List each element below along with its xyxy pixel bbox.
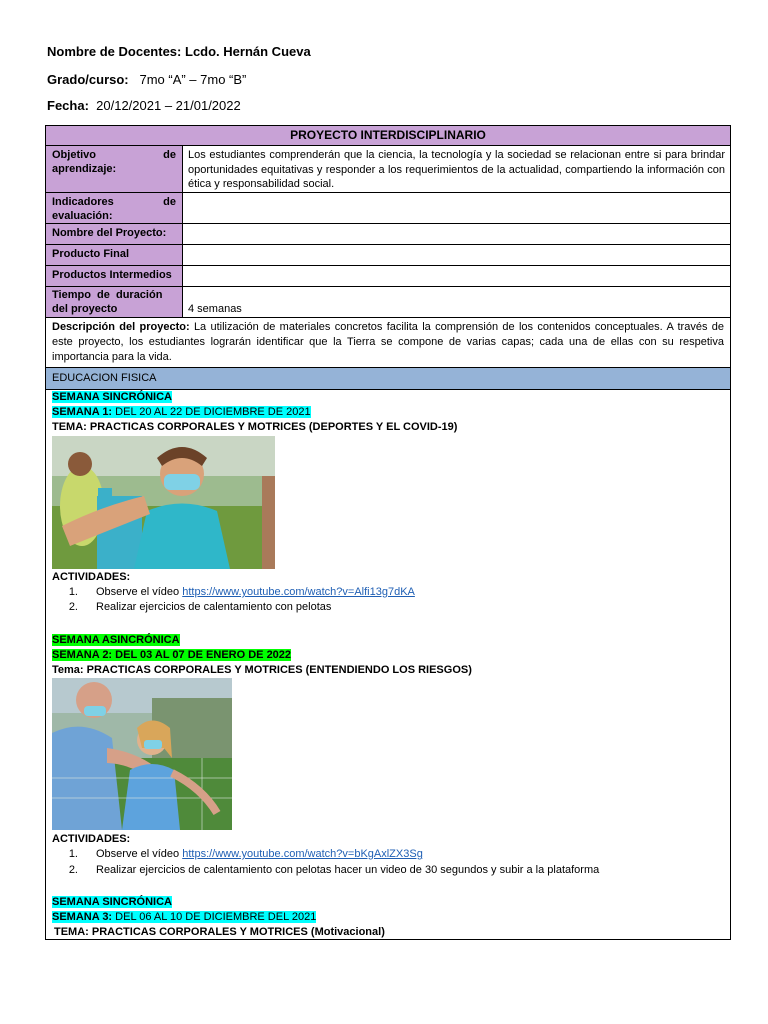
week1-mode-text: SEMANA SINCRÓNICA <box>52 391 172 403</box>
week1-video-link[interactable]: https://www.youtube.com/watch?v=Alfi13g7dKA <box>182 586 415 598</box>
week3-tema-emph: Motivacional <box>314 926 382 938</box>
section-title: EDUCACION FISICA <box>52 372 157 384</box>
objetivo-label-word3: aprendizaje: <box>52 163 117 175</box>
week2-item1-num: 1. <box>68 848 78 860</box>
row-indicadores <box>46 193 730 224</box>
nombre-label: Nombre del Proyecto: <box>46 224 183 244</box>
week2-tema: Tema: PRACTICAS CORPORALES Y MOTRICES (ENTENDIENDO LOS RIESGOS) <box>52 664 472 676</box>
tiempo-value <box>183 287 730 317</box>
week2-item2-text: Realizar ejercicios de calentamiento con pelotas hacer un video de 30 segundos y subir a la plataforma <box>96 864 600 876</box>
week3-mode-text: SEMANA SINCRÓNICA <box>52 896 172 908</box>
week3-mode <box>52 895 172 909</box>
date-label: Fecha: <box>47 98 89 113</box>
week1-mode <box>52 390 172 404</box>
indicadores-label-word3: evaluación: <box>52 210 113 222</box>
teacher-label: Nombre de Docentes: <box>47 44 182 59</box>
objetivo-label-word1: Objetivo <box>52 149 97 161</box>
week2-item1-text: Observe el vídeo <box>96 848 183 860</box>
row-productos-intermedios <box>46 266 730 287</box>
teacher-value: Lcdo. Hernán Cueva <box>185 44 311 59</box>
table-title <box>46 126 730 146</box>
week2-item2 <box>52 863 599 877</box>
producto-final-label: Producto Final <box>46 245 183 265</box>
week3-tema-suffix: ) <box>381 926 385 938</box>
row-descripcion <box>46 318 730 368</box>
indicadores-label-word2: de <box>163 196 176 208</box>
date-line <box>47 98 241 113</box>
week1-actividades: ACTIVIDADES: <box>52 571 131 583</box>
grade-value: 7mo “A” – 7mo “B” <box>139 72 247 87</box>
date-value: 20/12/2021 – 21/01/2022 <box>96 98 241 113</box>
productos-intermedios-label: Productos Intermedios <box>46 266 183 286</box>
row-tiempo <box>46 287 730 318</box>
row-objetivo <box>46 146 730 193</box>
producto-final-value <box>183 245 730 265</box>
row-producto-final <box>46 245 730 266</box>
week2-actividades: ACTIVIDADES: <box>52 833 131 845</box>
project-table <box>45 125 731 940</box>
indicadores-label <box>46 193 183 223</box>
week2-item2-num: 2. <box>68 864 78 876</box>
objetivo-label-word2: de <box>163 149 176 161</box>
descripcion-value: La utilización de materiales concretos facilita la comprensión de los contenidos conceptuales. A través de este proyecto, los estudiantes lograrán identificar que la Tierra se compone de varias capas; cada una de ellas con su respetiva importancia para la vida. <box>52 321 724 363</box>
week2-video-link[interactable]: https://www.youtube.com/watch?v=bKgAxlZX3Sg <box>182 848 423 860</box>
week1-heading <box>52 405 311 419</box>
table-title-text: PROYECTO INTERDISCIPLINARIO <box>290 128 486 142</box>
objetivo-value: Los estudiantes comprenderán que la ciencia, la tecnología y la sociedad se relacionan entre si para brindar oportunidades equitativas y responder a los requerimientos de la actualidad, compartiendo la información con ética y responsabilidad social. <box>188 149 725 190</box>
week1-item1 <box>52 585 415 599</box>
teacher-name-line <box>47 44 311 59</box>
week2-dates: DEL 03 AL 07 DE ENERO DE 2022 <box>112 649 292 661</box>
section-educacion-fisica <box>46 368 730 390</box>
week3-label: SEMANA 3: <box>52 911 113 923</box>
row-nombre <box>46 224 730 245</box>
week2-mode-text: SEMANA ASINCRÓNICA <box>52 634 180 646</box>
week2-mode <box>52 633 180 647</box>
week1-item2 <box>52 600 331 614</box>
indicadores-label-word1: Indicadores <box>52 196 114 208</box>
week1-label: SEMANA 1: <box>52 406 113 418</box>
tiempo-label <box>46 287 183 317</box>
objetivo-label <box>46 146 183 192</box>
week1-tema: TEMA: PRACTICAS CORPORALES Y MOTRICES (DEPORTES Y EL COVID-19) <box>52 421 458 433</box>
week1-item1-text: Observe el vídeo <box>96 586 183 598</box>
week1-item2-num: 2. <box>68 601 78 613</box>
indicadores-value <box>183 193 730 223</box>
week3-dates: DEL 06 AL 10 DE DICIEMBRE DEL 2021 <box>112 911 317 923</box>
week3-heading <box>52 910 316 924</box>
tiempo-value-text: 4 semanas <box>188 303 242 315</box>
grade-line <box>47 72 246 87</box>
grade-label: Grado/curso: <box>47 72 129 87</box>
week2-heading <box>52 648 291 662</box>
productos-intermedios-value <box>183 266 730 286</box>
tiempo-label-line1: Tiempo de duración <box>52 289 163 301</box>
weeks-content <box>46 390 730 939</box>
week2-photo <box>52 678 232 830</box>
nombre-value <box>183 224 730 244</box>
week1-item1-num: 1. <box>68 586 78 598</box>
week1-item2-text: Realizar ejercicios de calentamiento con pelotas <box>96 601 332 613</box>
week1-dates: DEL 20 AL 22 DE DICIEMBRE DE 2021 <box>112 406 311 418</box>
week1-photo <box>52 436 275 569</box>
tiempo-label-line2: del proyecto <box>52 303 118 315</box>
week3-tema <box>54 925 385 939</box>
week2-label: SEMANA 2: <box>52 649 113 661</box>
week3-tema-prefix: TEMA: PRACTICAS CORPORALES Y MOTRICES ( <box>54 926 315 938</box>
week2-item1 <box>52 847 423 861</box>
descripcion-label: Descripción del proyecto: <box>52 321 190 333</box>
